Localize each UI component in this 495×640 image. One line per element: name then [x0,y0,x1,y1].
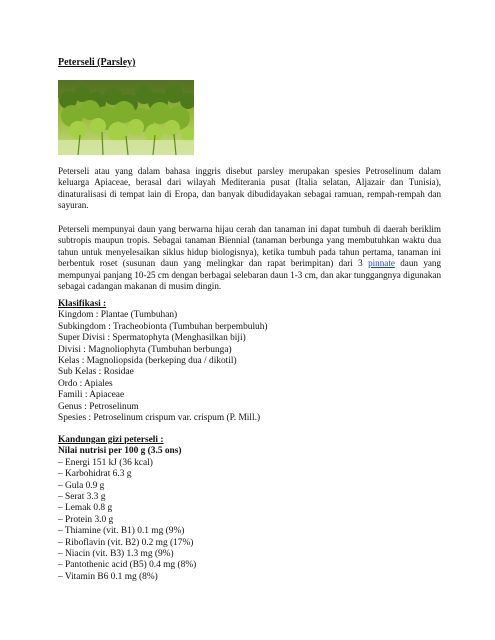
kandungan-subheading: Nilai nutrisi per 100 g (3.5 ons) [58,446,182,457]
nutrient-line: – Pantothenic acid (B5) 0.4 mg (8%) [58,560,197,571]
klasifikasi-section [58,299,441,424]
nutrient-line: – Riboflavin (vit. B2) 0.2 mg (17%) [58,537,194,548]
klasifikasi-line: Genus : Petroselinum [58,401,139,412]
kandungan-section [58,435,441,583]
klasifikasi-line: Subkingdom : Tracheobionta (Tumbuhan berpembuluh) [58,321,268,332]
klasifikasi-line: Spesies : Petroselinum crispum var. crispum (P. Mill.) [58,413,261,424]
kandungan-heading: Kandungan gizi peterseli : [58,435,164,445]
klasifikasi-line: Ordo : Apiales [58,378,113,389]
nutrient-line: – Serat 3.3 g [58,492,106,503]
nutrient-line: – Lemak 0.8 g [58,503,113,514]
nutrient-line: – Gula 0.9 g [58,480,105,491]
klasifikasi-line: Famili : Apiaceae [58,390,125,401]
nutrient-line: – Karbohidrat 6.3 g [58,469,132,480]
paragraph-description [58,224,441,292]
nutrient-line: – Vitamin B6 0.1 mg (8%) [58,571,158,582]
paragraph-intro: Peterseli atau yang dalam bahasa inggris disebut parsley merupakan spesies Petroselinum dalam keluarga Apiaceae, berasal dari wilayah Mediterania pusat (Italia selatan, Aljazair dan Tunisia), dinaturalisasi di tempat lain di Eropa, dan banyak dibudidayakan sebagai ramuan, rempah-rempah dan sayuran. [58,166,441,211]
paragraph-description-text-1: Peterseli mempunyai daun yang berwarna hijau cerah dan tanaman ini dapat tumbuh di daerah beriklim subtropis maupun tropis. Sebagai tanaman Biennial (tanaman berbunga yang membutuhkan waktu dua tahun untuk menyelesaikan siklus hidup biologisnya), ketika tumbuh pada tahun pertama, tanaman ini berbentuk roset (susunan daun yang melingkar dan rapat berimpitan) dari 3 [58,224,441,269]
klasifikasi-line: Divisi : Magnoliophyta (Tumbuhan berbunga) [58,344,232,355]
klasifikasi-line: Kingdom : Plantae (Tumbuhan) [58,310,178,321]
nutrient-line: – Energi 151 kJ (36 kcal) [58,457,153,468]
page-title: Peterseli (Parsley) [58,57,136,68]
nutrient-line: – Niacin (vit. B3) 1.3 mg (9%) [58,549,174,560]
pinnate-link[interactable]: pinnate [368,258,395,269]
nutrient-line: – Thiamine (vit. B1) 0.1 mg (9%) [58,526,185,537]
paragraph-description-text-2: daun yang mempunyai panjang 10-25 cm dengan berbagai selebaran daun 1-3 cm, dan akar tunggangnya digunakan sebagai cadangan makanan di musim dingin. [58,258,441,292]
nutrient-line: – Protein 3.0 g [58,514,114,525]
klasifikasi-line: Super Divisi : Spermatophyta (Menghasilkan biji) [58,333,246,344]
klasifikasi-line: Kelas : Magnoliopsida (berkeping dua / dikotil) [58,356,237,367]
klasifikasi-heading: Klasifikasi : [58,299,107,309]
klasifikasi-line: Sub Kelas : Rosidae [58,367,134,378]
parsley-photo [58,80,194,155]
